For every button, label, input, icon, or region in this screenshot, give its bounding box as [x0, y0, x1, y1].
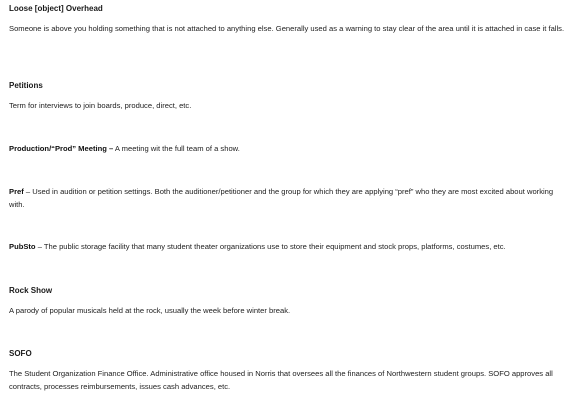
glossary-term: Rock Show — [9, 286, 53, 295]
glossary-definition: – The public storage facility that many student theater organizations use to store their equipment and stock props, platforms, costumes, etc. — [35, 242, 506, 251]
glossary-term: PubSto — [9, 242, 36, 251]
glossary-term: SOFO — [9, 349, 32, 358]
glossary-definition: A parody of popular musicals held at the rock, usually the week before winter break. — [9, 306, 291, 315]
glossary-definition: – Used in audition or petition settings. Both the auditioner/petitioner and the group for which they are applying “pref” who they are most excited about working with. — [9, 187, 554, 209]
glossary-entry-pref — [9, 186, 569, 211]
glossary-term: Pref — [9, 187, 24, 196]
glossary-definition: Term for interviews to join boards, produce, direct, etc. — [9, 101, 192, 110]
glossary-paragraph — [9, 186, 569, 211]
glossary-term: Production/“Prod” Meeting – — [9, 144, 114, 153]
glossary-definition: A meeting wit the full team of a show. — [113, 144, 240, 153]
glossary-entry-pubsto — [9, 241, 569, 254]
glossary-paragraph — [9, 241, 569, 254]
glossary-definition: Someone is above you holding something that is not attached to anything else. Generally used as a warning to stay clear of the area until it is attached in case it falls. — [9, 24, 565, 33]
glossary-entry-production-meeting — [9, 143, 569, 156]
glossary-paragraph — [9, 143, 569, 156]
glossary-definition: The Student Organization Finance Office. Administrative office housed in Norris that oversees all the finances of Northwestern student groups. SOFO approves all contracts, processes reimbursements, issues cash advances, etc. — [9, 369, 553, 391]
glossary-entry-petitions — [9, 80, 569, 113]
glossary-entry-sofo — [9, 348, 569, 393]
glossary-entry-rock-show — [9, 285, 569, 318]
glossary-term: Loose [object] Overhead — [9, 4, 103, 13]
glossary-term: Petitions — [9, 81, 43, 90]
glossary-entry-loose-object-overhead — [9, 3, 569, 36]
